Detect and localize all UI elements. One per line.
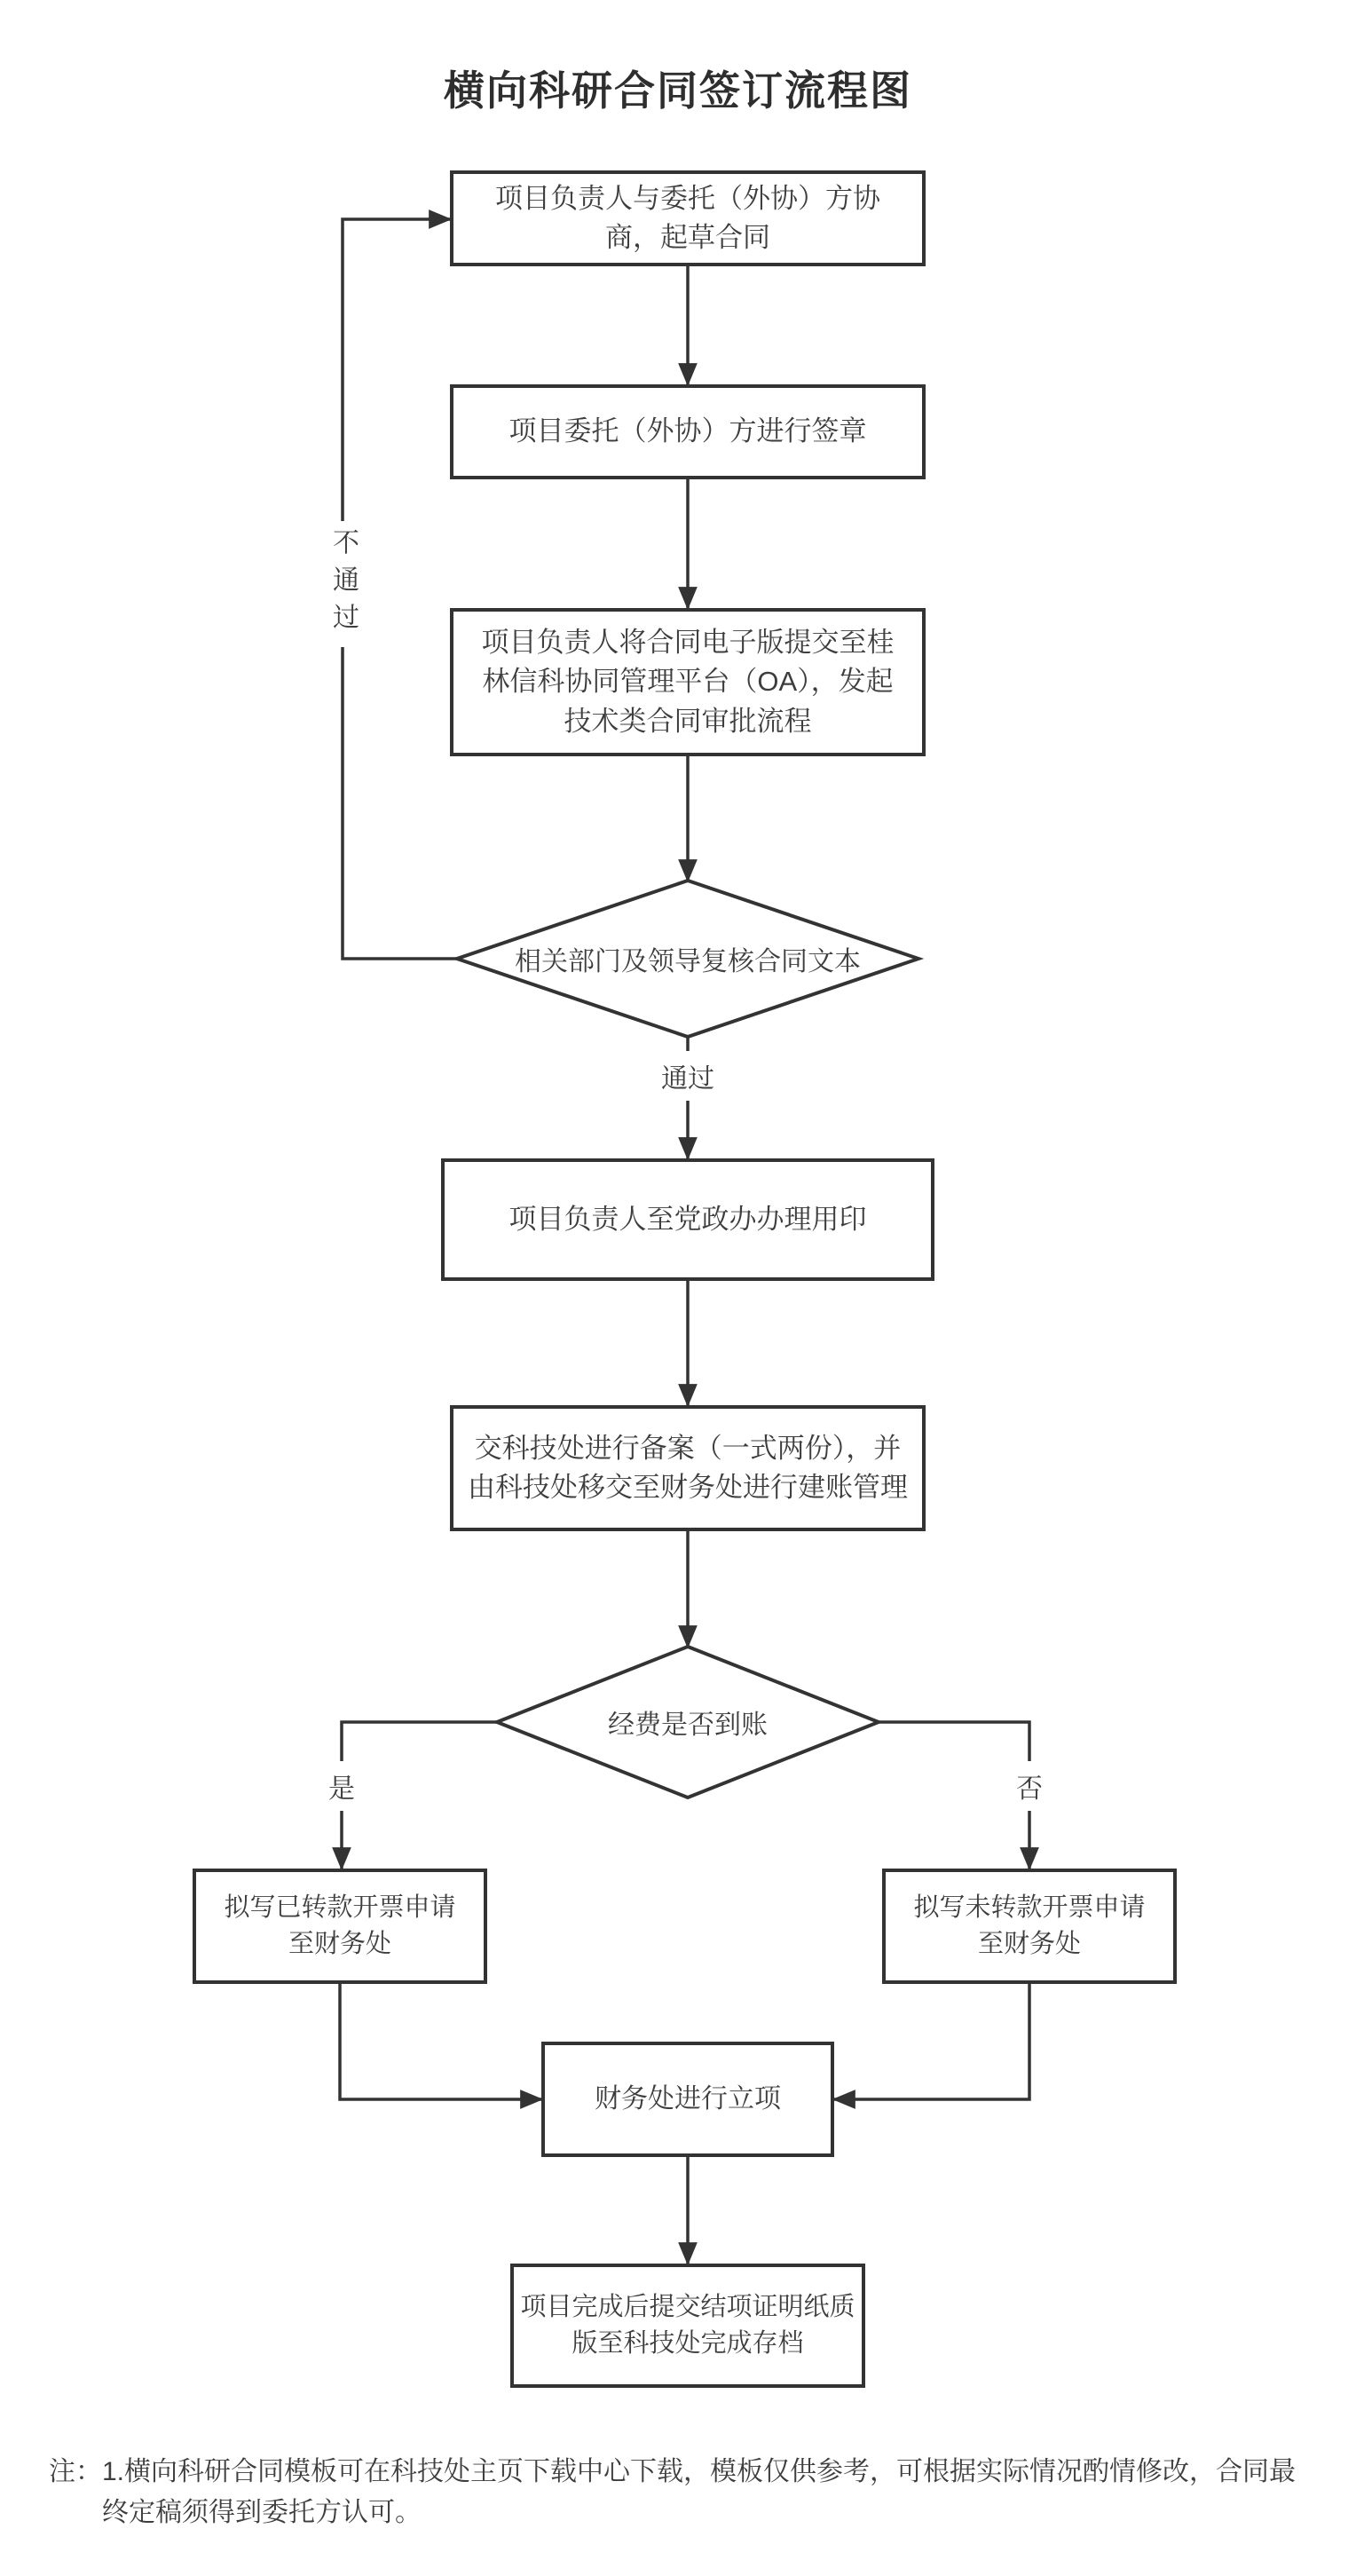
node-official-seal-label: 项目负责人至党政办办理用印 (508, 1203, 867, 1235)
node-invoice-unpaid-label: 拟写未转款开票申请至财务处 (913, 1892, 1146, 1958)
footnote (49, 2452, 1309, 2533)
node-client-signature-label: 项目委托（外协）方进行签章 (508, 415, 867, 447)
node-archive (510, 2264, 865, 2388)
node-filing-record (450, 1405, 926, 1531)
arrow-unpaid-to-setup (834, 1984, 1029, 2099)
edge-label-reject: 不通过 (321, 521, 364, 647)
footnote-text: 1.横向科研合同模板可在科技处主页下载中心下载，模板仅供参考，可根据实际情况酌情修改，合同最终定稿须得到委托方认可。 (102, 2457, 1297, 2527)
decision-funds-label: 经费是否到账 (608, 1711, 768, 1740)
node-draft-contract (450, 170, 926, 266)
node-submit-oa (450, 608, 926, 756)
node-invoice-paid (193, 1869, 487, 1984)
page-title: 横向科研合同签订流程图 (444, 67, 912, 114)
edge-label-yes: 是 (323, 1761, 360, 1811)
node-archive-label: 项目完成后提交结项证明纸质版至科技处完成存档 (520, 2292, 855, 2358)
branch-no-connector (879, 1722, 1029, 1869)
node-invoice-unpaid (882, 1869, 1177, 1984)
node-client-signature (450, 384, 926, 479)
node-project-setup-label: 财务处进行立项 (595, 2083, 781, 2114)
edge-label-approve: 通过 (656, 1051, 720, 1101)
node-submit-oa-label: 项目负责人将合同电子版提交至桂林信科协同管理平台（OA），发起技术类合同审批流程 (481, 627, 895, 737)
footnote-prefix: 注： (49, 2457, 102, 2486)
decision-review-label: 相关部门及领导复核合同文本 (515, 947, 861, 976)
branch-yes-connector (342, 1722, 497, 1869)
node-filing-record-label: 交科技处进行备案（一式两份），并由科技处移交至财务处进行建账管理 (468, 1432, 908, 1503)
arrow-paid-to-setup (340, 1984, 541, 2099)
node-draft-contract-label: 项目负责人与委托（外协）方协商，起草合同 (495, 182, 880, 253)
edge-label-no: 否 (1011, 1761, 1048, 1811)
node-invoice-paid-label: 拟写已转款开票申请至财务处 (224, 1892, 456, 1958)
node-project-setup (541, 2042, 834, 2157)
node-official-seal (441, 1158, 934, 1281)
